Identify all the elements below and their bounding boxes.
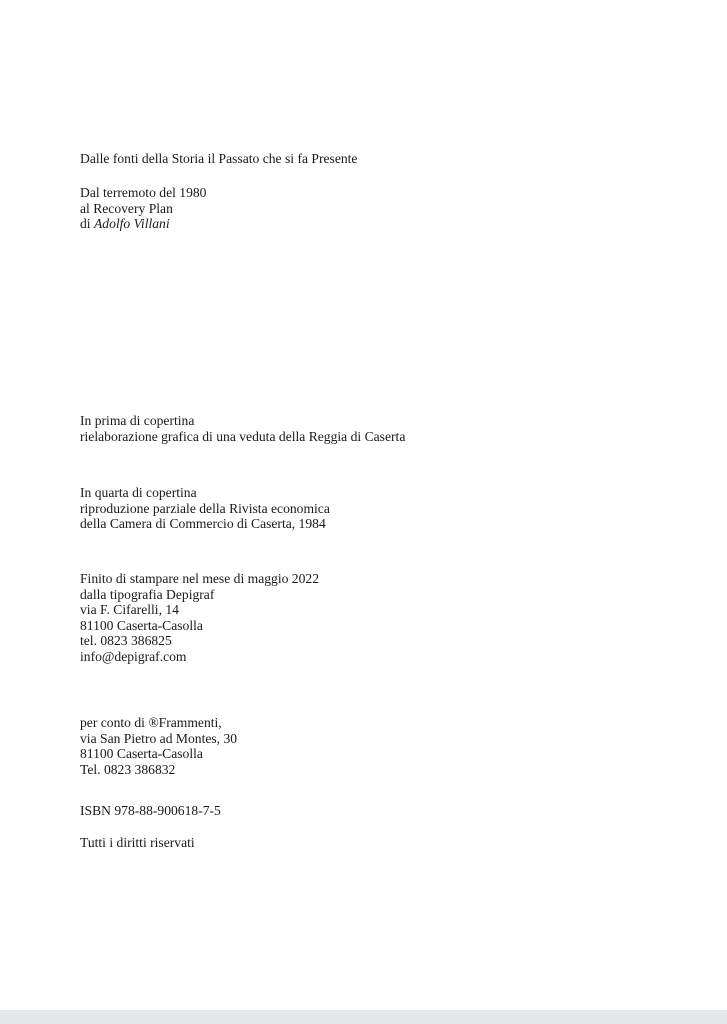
- publisher-info: [80, 715, 237, 777]
- printer-name: dalla tipografia Depigraf: [80, 586, 215, 602]
- back-cover-line-2: della Camera di Commercio di Caserta, 1984: [80, 516, 326, 532]
- book-title-block: [80, 185, 206, 232]
- author-name: Adolfo Villani: [93, 216, 170, 232]
- author-line: [80, 216, 206, 232]
- publisher-address: via San Pietro ad Montes, 30: [80, 730, 238, 746]
- series-title-block: [80, 151, 357, 167]
- publisher-phone: Tel. 0823 386832: [80, 761, 176, 777]
- printer-info: [80, 571, 319, 665]
- author-prefix: di: [80, 216, 94, 232]
- printer-address: via F. Cifarelli, 14: [80, 602, 179, 618]
- front-cover-credit: [80, 413, 405, 444]
- printer-city: 81100 Caserta-Casolla: [80, 617, 203, 633]
- series-title: Dalle fonti della Storia il Passato che si fa Presente: [80, 151, 358, 166]
- publisher-name: per conto di ®Frammenti,: [80, 715, 222, 730]
- book-title-line-2: al Recovery Plan: [80, 200, 173, 216]
- back-cover-credit: [80, 485, 330, 532]
- rights-notice: Tutti i diritti riservati: [80, 835, 195, 850]
- publisher-city: 81100 Caserta-Casolla: [80, 746, 203, 762]
- book-title-line-1: Dal terremoto del 1980: [80, 185, 207, 200]
- back-cover-line-1: riproduzione parziale della Rivista economica: [80, 500, 330, 516]
- viewer-bottom-edge: [0, 1010, 727, 1024]
- print-date: Finito di stampare nel mese di maggio 2022: [80, 571, 319, 586]
- isbn-block: [80, 803, 221, 819]
- rights-block: [80, 835, 195, 851]
- front-cover-description: rielaborazione grafica di una veduta della Reggia di Caserta: [80, 428, 406, 444]
- printer-email: info@depigraf.com: [80, 648, 187, 664]
- front-cover-heading: In prima di copertina: [80, 413, 195, 428]
- printer-phone: tel. 0823 386825: [80, 633, 172, 649]
- isbn: ISBN 978-88-900618-7-5: [80, 803, 221, 818]
- back-cover-heading: In quarta di copertina: [80, 485, 197, 500]
